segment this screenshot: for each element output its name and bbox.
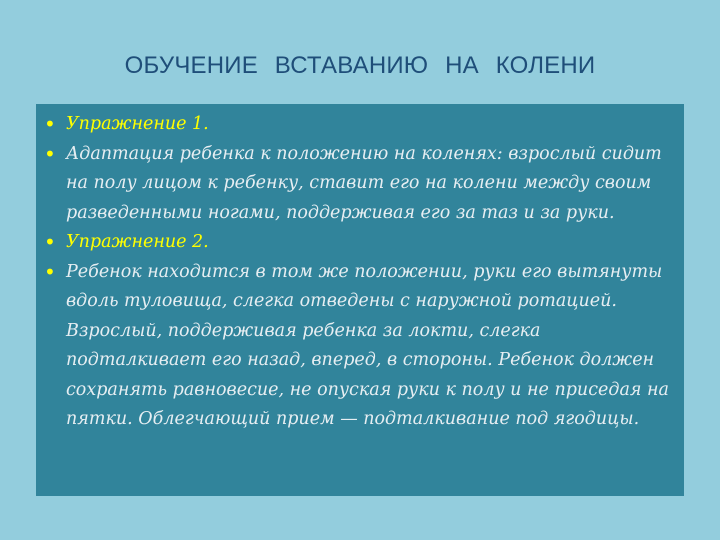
list-item-exercise-2-description — [44, 258, 670, 435]
list-item-exercise-1-description — [44, 140, 670, 229]
exercise-2-heading-text: Упражнение 2. — [66, 232, 209, 252]
slide-title: ОБУЧЕНИЕ ВСТАВАНИЮ НА КОЛЕНИ — [124, 52, 596, 79]
exercise-2-description-text: Ребенок находится в том же положении, руки его вытянуты вдоль туловища, слегка отведены с наружной ротацией. Взрослый, поддерживая ребенка за локти, слегка подталкивает его назад, вперед, в стороны. Ребенок должен сохранять равновесие, не опуская руки к полу и не приседая на пятки. Облегчающий прием — подталкивание под ягодицы. — [66, 261, 669, 429]
exercise-1-description-text: Адаптация ребенка к положению на коленях: взрослый сидит на полу лицом к ребенку, ставит его на колени между своим разведенными ногами, поддерживая его за таз и за руки. — [66, 143, 662, 223]
list-item-exercise-1-heading — [44, 110, 670, 140]
list-item-exercise-2-heading — [44, 228, 670, 258]
bullet-list — [44, 110, 670, 435]
content-panel — [36, 104, 684, 496]
exercise-1-heading-text: Упражнение 1. — [66, 114, 209, 134]
bullet-icon: • — [44, 230, 56, 254]
bullet-icon: • — [44, 141, 56, 166]
bullet-icon: • — [44, 112, 56, 136]
bullet-icon: • — [44, 259, 56, 284]
